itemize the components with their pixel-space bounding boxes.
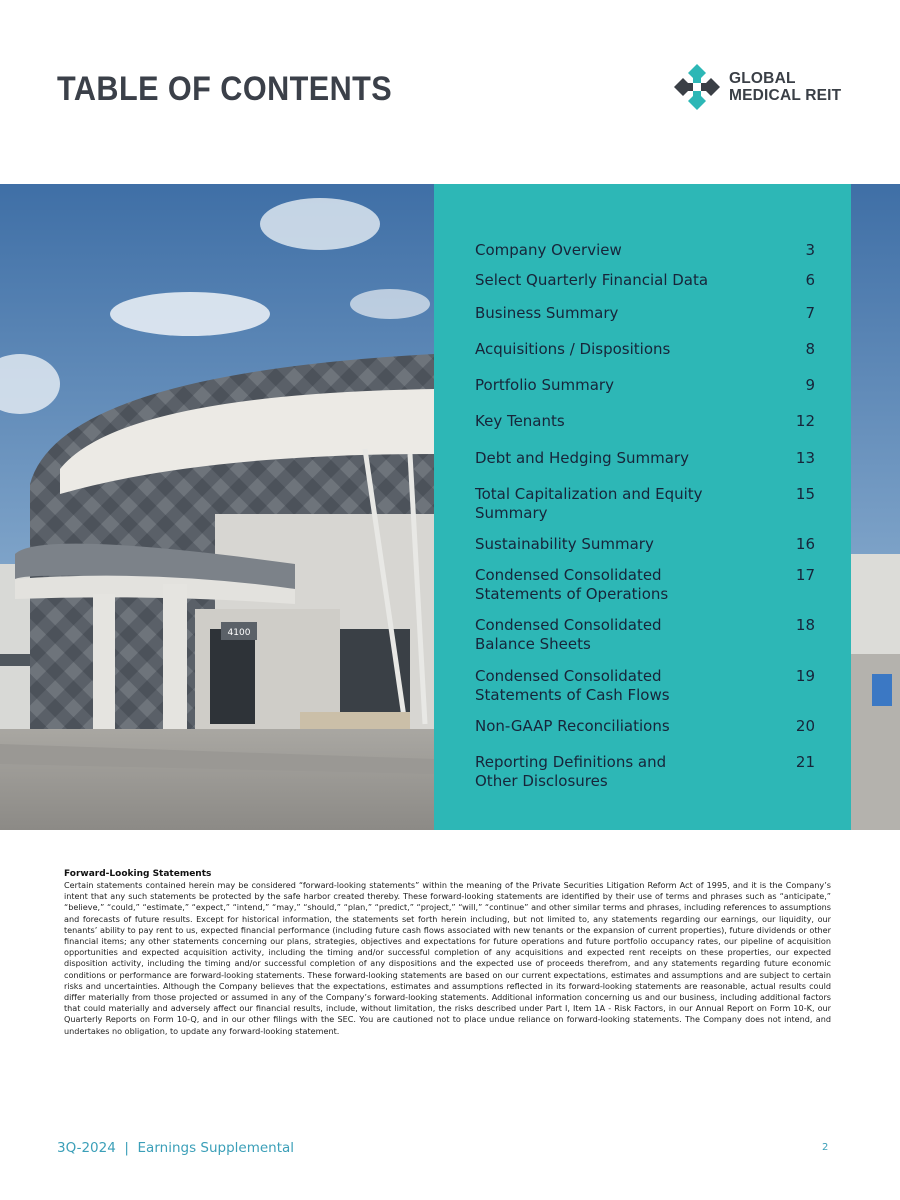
toc-item[interactable] — [475, 340, 815, 359]
toc-item-label: Total Capitalization and Equity Summary — [475, 485, 703, 522]
toc-item-label: Business Summary — [475, 304, 619, 322]
toc-item-label: Non-GAAP Reconciliations — [475, 717, 670, 735]
toc-item[interactable] — [475, 271, 815, 290]
fls-heading: Forward-Looking Statements — [64, 869, 212, 879]
logo-cross-icon — [672, 62, 722, 112]
toc-item[interactable] — [475, 753, 815, 791]
toc-item-label: Key Tenants — [475, 412, 565, 430]
toc-item[interactable] — [475, 566, 815, 604]
toc-item[interactable] — [475, 485, 815, 523]
toc-item-page: 13 — [795, 449, 815, 467]
toc-item-page: 8 — [805, 340, 815, 358]
toc-item-page: 18 — [795, 616, 815, 634]
toc-item-label: Acquisitions / Dispositions — [475, 340, 671, 358]
logo-wordmark — [729, 70, 841, 104]
forward-looking-statements — [64, 869, 831, 1037]
toc-item-page: 12 — [795, 412, 815, 430]
toc-item-page: 9 — [805, 376, 815, 394]
toc-item-page: 7 — [805, 304, 815, 322]
table-of-contents — [434, 184, 851, 830]
toc-item-page: 6 — [805, 271, 815, 289]
fls-body-text: Certain statements contained herein may be considered “forward-looking statements” within the meaning of the Private Securities Litigation Reform Act of 1995, and it is the Company’s intent that any such statements be protected by the safe harbor created thereby. These forward-looking statements are identified by their use of terms and phrases such as “anticipate,” “believe,” “could,” “estimate,” “expect,” “intend,” “may,” “should,” “plan,” “predict,” “project,” “will,” “continue” and other similar terms and phrases, including references to assumptions and forecasts of future results. Except for historical information, the statements set forth herein including, but not limited to, any statements regarding our earnings, our liquidity, our tenants’ ability to pay rent to us, expected financial performance (including future cash flows associated with new tenants or the expansion of current properties), future dividends or other financial items; any other statements concerning our plans, strategies, objectives and expectations for future operations and future portfolio occupancy rates, our pipeline of acquisition opportunities and expected acquisition activity, including the timing and/or successful completion of any acquisitions and expected rent receipts on these properties, our expected disposition activity, including the timing and/or successful completion of any dispositions and the expected use of proceeds therefrom, and any statements regarding future economic conditions or performance are forward-looking statements. These forward-looking statements are based on our current expectations, estimates and assumptions and are subject to certain risks and uncertainties. Although the Company believes that the expectations, estimates and assumptions reflected in its forward-looking statements are reasonable, actual results could differ materially from those projected or assumed in any of the Company’s forward-looking statements. Additional information concerning us and our business, including additional factors that could materially and adversely affect our financial results, include, without limitation, the risks described under Part I, Item 1A - Risk Factors, in our Annual Report on Form 10-K, our Quarterly Reports on Form 10-Q, and in our other filings with the SEC. You are cautioned not to place undue reliance on forward-looking statements. The Company does not intend, and undertakes no obligation, to update any forward-looking statement. — [64, 880, 831, 1036]
toc-item[interactable] — [475, 241, 815, 260]
toc-item-label: Select Quarterly Financial Data — [475, 271, 709, 289]
toc-item-label: Condensed Consolidated Statements of Cash Flows — [475, 667, 670, 704]
toc-item[interactable] — [475, 535, 815, 554]
toc-item[interactable] — [475, 616, 815, 654]
toc-item[interactable] — [475, 304, 815, 323]
page-title: TABLE OF CONTENTS — [57, 70, 393, 108]
toc-item[interactable] — [475, 667, 815, 705]
toc-item-page: 21 — [795, 753, 815, 771]
toc-item[interactable] — [475, 412, 815, 431]
toc-item[interactable] — [475, 376, 815, 395]
toc-item[interactable] — [475, 717, 815, 736]
logo-line-1: GLOBAL — [729, 70, 796, 87]
toc-item-label: Reporting Definitions and Other Disclosures — [475, 753, 667, 790]
toc-item-label: Sustainability Summary — [475, 535, 654, 553]
logo-line-2: MEDICAL REIT — [729, 87, 842, 104]
toc-item-page: 19 — [795, 667, 815, 685]
toc-item-label: Company Overview — [475, 241, 622, 259]
company-logo — [672, 62, 842, 116]
toc-item-label: Portfolio Summary — [475, 376, 614, 394]
toc-item-label: Condensed Consolidated Statements of Operations — [475, 566, 669, 603]
toc-item-page: 3 — [805, 241, 815, 259]
toc-item-page: 15 — [795, 485, 815, 503]
footer-report-label: 3Q-2024 | Earnings Supplemental — [57, 1140, 295, 1156]
toc-item-label: Condensed Consolidated Balance Sheets — [475, 616, 662, 653]
toc-item-page: 20 — [795, 717, 815, 735]
building-number: 4100 — [227, 628, 251, 638]
toc-item-label: Debt and Hedging Summary — [475, 449, 689, 467]
toc-item-page: 17 — [795, 566, 815, 584]
toc-item[interactable] — [475, 449, 815, 468]
footer-page-number: 2 — [822, 1142, 829, 1153]
toc-item-page: 16 — [795, 535, 815, 553]
